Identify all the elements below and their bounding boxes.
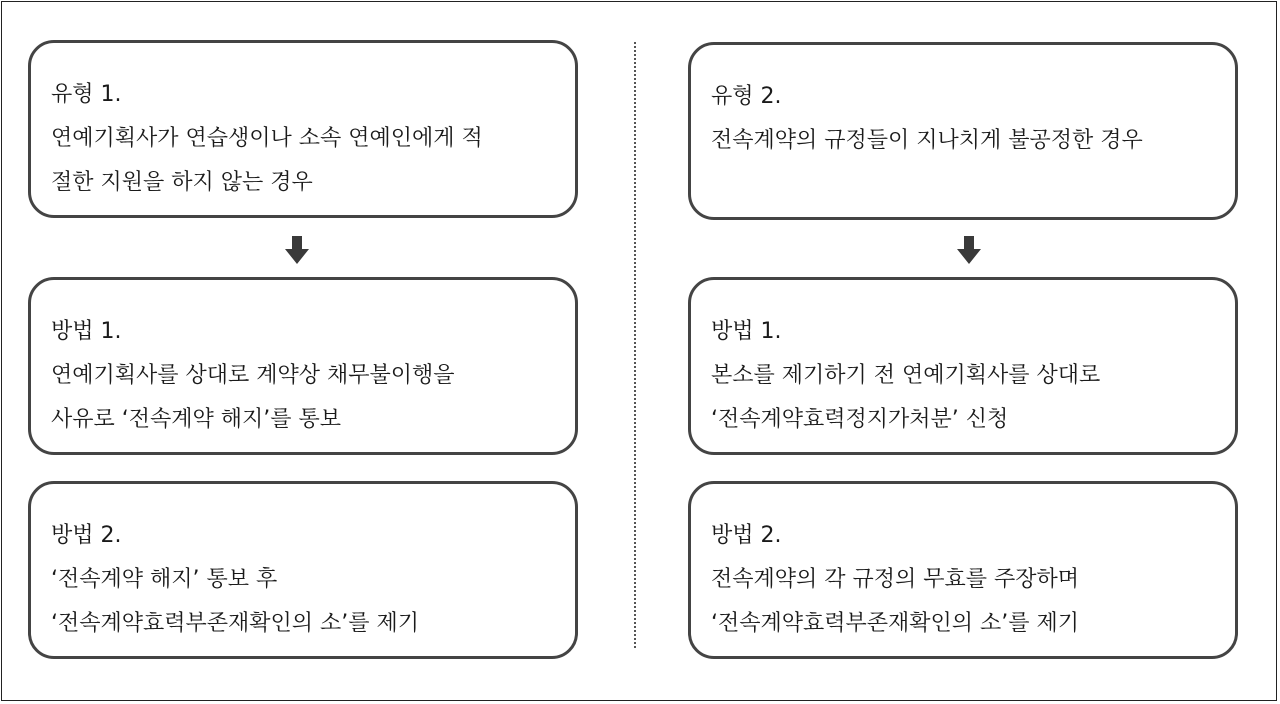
right-method-1-line-2: ‘전속계약효력정지가처분’ 신청: [711, 407, 1009, 432]
left-method-1-title: 방법 1.: [51, 319, 122, 344]
type-2-title: 유형 2.: [711, 84, 782, 109]
right-method-2-line-1: 전속계약의 각 규정의 무효를 주장하며: [711, 567, 1080, 592]
right-method-1-box: [688, 277, 1238, 455]
left-method-1-line-1: 연예기획사를 상대로 계약상 채무불이행을: [51, 363, 455, 388]
right-method-1-line-1: 본소를 제기하기 전 연예기획사를 상대로: [711, 363, 1101, 388]
type-1-title: 유형 1.: [51, 82, 122, 107]
left-method-2-box: [28, 481, 578, 659]
down-arrow-icon: [285, 236, 309, 264]
left-method-2-line-2: ‘전속계약효력부존재확인의 소’를 제기: [51, 611, 420, 636]
type-1-line-2: 절한 지원을 하지 않는 경우: [51, 170, 313, 195]
type-2-box: [688, 42, 1238, 220]
type-1-box: [28, 40, 578, 218]
left-method-1-line-2: 사유로 ‘전속계약 해지’를 통보: [51, 407, 341, 432]
left-method-2-line-1: ‘전속계약 해지’ 통보 후: [51, 567, 278, 592]
left-method-2-title: 방법 2.: [51, 523, 122, 548]
type-1-line-1: 연예기획사가 연습생이나 소속 연예인에게 적: [51, 126, 483, 151]
right-method-2-box: [688, 481, 1238, 659]
type-2-line-1: 전속계약의 규정들이 지나치게 불공정한 경우: [711, 128, 1143, 153]
right-method-2-title: 방법 2.: [711, 523, 782, 548]
down-arrow-icon: [957, 236, 981, 264]
column-divider: [634, 42, 636, 648]
right-method-1-title: 방법 1.: [711, 319, 782, 344]
right-method-2-line-2: ‘전속계약효력부존재확인의 소’를 제기: [711, 611, 1080, 636]
left-method-1-box: [28, 277, 578, 455]
